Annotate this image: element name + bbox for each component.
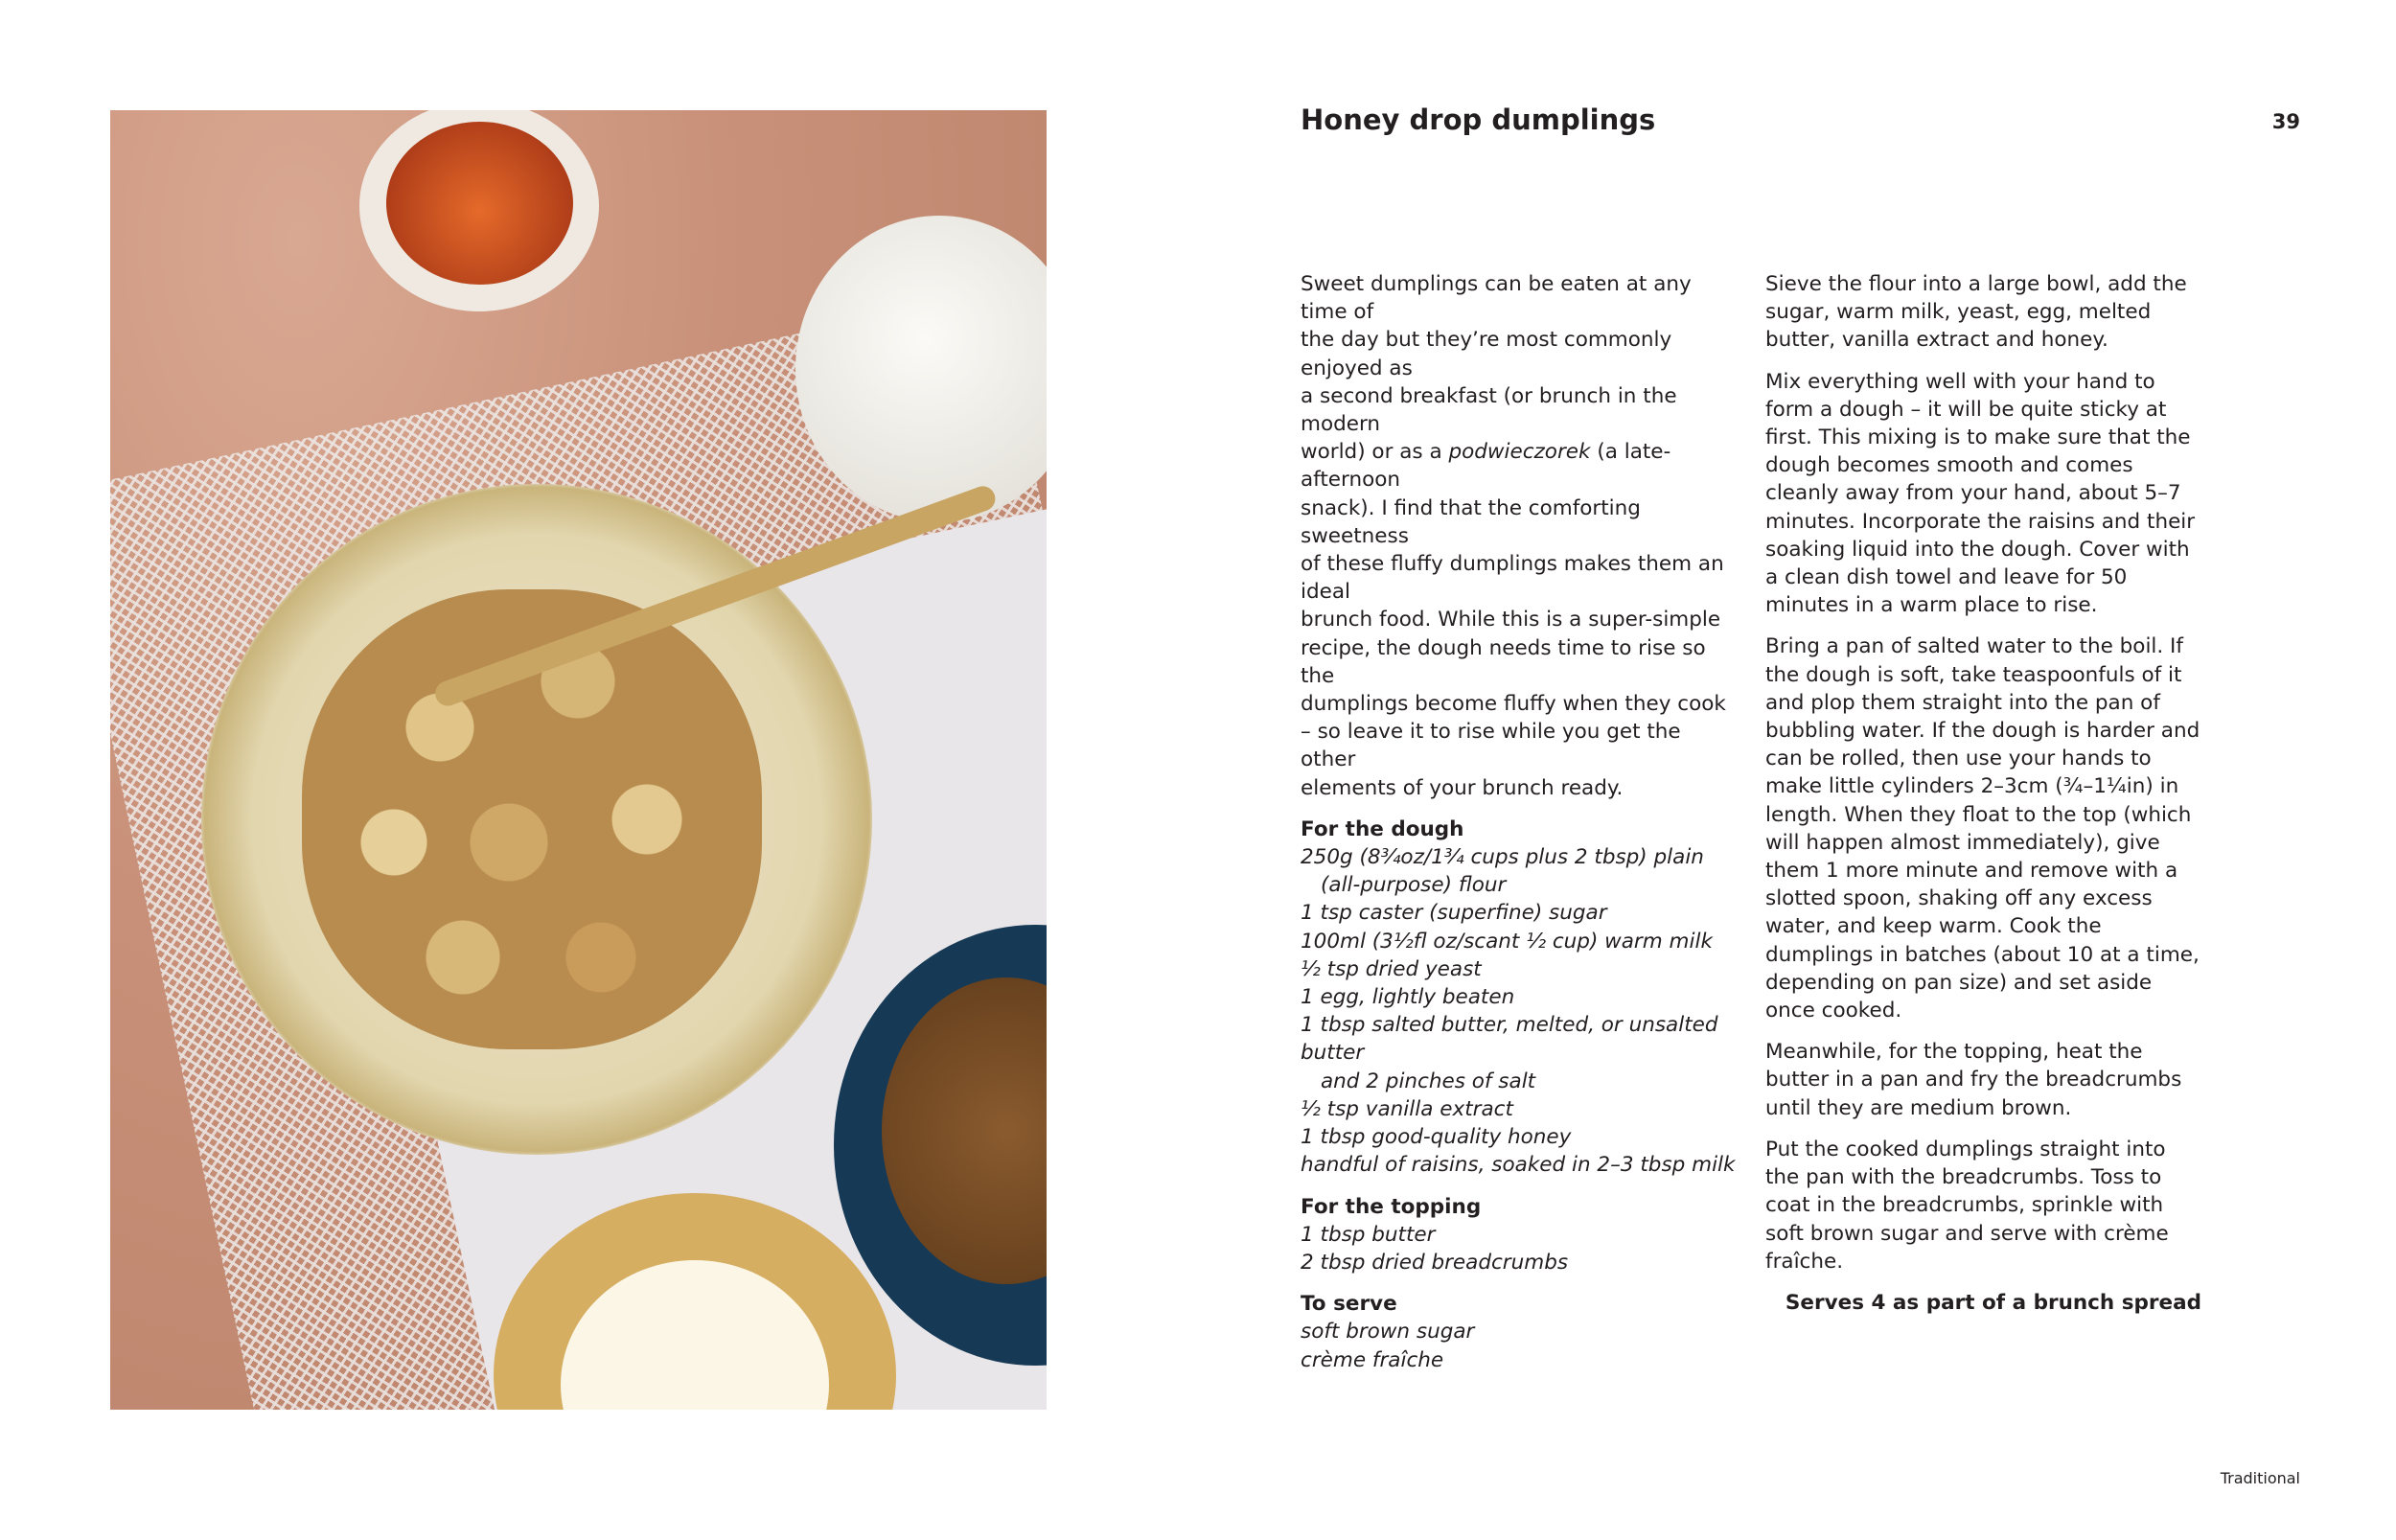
intro-line: snack). I find that the comforting sweetness <box>1301 495 1641 548</box>
intro-line: world) or as a <box>1301 440 1449 465</box>
recipe-photo <box>110 110 1047 1410</box>
ingredient: soft brown sugar <box>1301 1320 1475 1345</box>
ingredient-group-dough <box>1301 816 1741 1180</box>
ingredient: 1 tsp caster (superfine) sugar <box>1301 901 1607 926</box>
intro-line: – so leave it to rise while you get the other <box>1301 720 1681 772</box>
intro-italic-term: podwieczorek <box>1448 440 1591 465</box>
ingredient: handful of raisins, soaked in 2–3 tbsp milk <box>1301 1153 1736 1178</box>
ingredient: crème fraîche <box>1301 1347 1444 1372</box>
tea-cup <box>359 110 599 311</box>
serves-note: Serves 4 as part of a brunch spread <box>1785 1290 2201 1315</box>
ingredient: 2 tbsp dried breadcrumbs <box>1301 1250 1569 1275</box>
page-number: 39 <box>2271 110 2300 133</box>
ingredients-column <box>1301 270 1741 1388</box>
intro-line: brunch food. While this is a super-simple <box>1301 608 1721 632</box>
ingredient: ½ tsp vanilla extract <box>1301 1096 1513 1121</box>
intro-line: the day but they’re most commonly enjoyed as <box>1301 328 1672 380</box>
intro-line: recipe, the dough needs time to rise so the <box>1301 635 1706 688</box>
ingredient: and 2 pinches of salt <box>1321 1069 1536 1093</box>
ingredient-group-topping <box>1301 1193 1741 1277</box>
method-step: Meanwhile, for the topping, heat the butter in a pan and fry the breadcrumbs until they are medium brown. <box>1765 1040 2182 1120</box>
intro-line: elements of your brunch ready. <box>1301 775 1624 800</box>
intro-line: a second breakfast (or brunch in the modern <box>1301 383 1677 437</box>
ingredient: 1 tbsp good-quality honey <box>1301 1125 1572 1150</box>
intro-line: of these fluffy dumplings makes them an ideal <box>1301 552 1724 605</box>
method-step: Bring a pan of salted water to the boil. If the dough is soft, take teaspoonfuls of it and plop them straight into the pan of bubbling water. If the dough is harder and can be rolled, then use your hands to make little cylinders 2–3cm (¾–1¼in) in length. When they float to the top (which will happen almost immediately), give them 1 more minute and remove with a slotted spoon, shaking off any excess water, and keep warm. Cook the dumplings in batches (about 10 at a time, depending on pan size) and set aside once cooked. <box>1765 634 2200 1023</box>
ingredient: (all-purpose) flour <box>1321 873 1507 898</box>
recipe-title: Honey drop dumplings <box>1301 103 1656 136</box>
ingredient: 1 egg, lightly beaten <box>1301 985 1515 1010</box>
ingredient: ½ tsp dried yeast <box>1301 956 1482 981</box>
intro-line: (a late-afternoon <box>1301 440 1671 493</box>
ingredient: 1 tbsp butter <box>1301 1222 1436 1247</box>
ingredient-heading: To serve <box>1301 1292 1397 1317</box>
ingredient-heading: For the dough <box>1301 816 1464 841</box>
method-step: Mix everything well with your hand to form a dough – it will be quite sticky at first. This mixing is to make sure that the dough becomes smooth and comes cleanly away from your hand, about 5–7 minutes. Incorporate the raisins and their soaking liquid into the dough. Cover with a clean dish towel and leave for 50 minutes in a warm place to rise. <box>1765 369 2196 618</box>
ingredient-heading: For the topping <box>1301 1194 1482 1219</box>
section-footer: Traditional <box>2220 1469 2300 1487</box>
ingredient-group-serve <box>1301 1290 1741 1374</box>
ingredient: 250g (8¾oz/1¾ cups plus 2 tbsp) plain <box>1301 845 1704 870</box>
intro-line: dumplings become fluffy when they cook <box>1301 692 1726 717</box>
intro-line: Sweet dumplings can be eaten at any time of <box>1301 272 1692 325</box>
ingredient: 100ml (3½fl oz/scant ½ cup) warm milk <box>1301 929 1713 954</box>
method-step: Put the cooked dumplings straight into the pan with the breadcrumbs. Toss to coat in the breadcrumbs, sprinkle with soft brown sugar and serve with crème fraîche. <box>1765 1137 2169 1274</box>
intro-paragraph <box>1301 270 1741 802</box>
method-step: Sieve the flour into a large bowl, add the sugar, warm milk, yeast, egg, melted butter, vanilla extract and honey. <box>1765 272 2187 353</box>
method-column <box>1765 270 2201 1330</box>
ingredient: 1 tbsp salted butter, melted, or unsalted butter <box>1301 1013 1718 1066</box>
